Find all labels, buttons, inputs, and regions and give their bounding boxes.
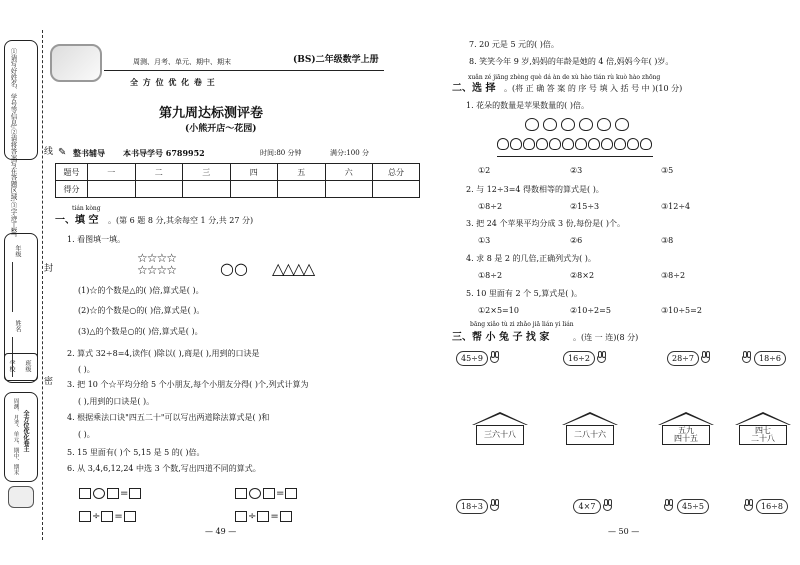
- score-table: [55, 163, 420, 198]
- sec1-note: 。(第 6 题 8 分,其余每空 1 分,共 27 分): [108, 216, 254, 225]
- score-row-label: 得分: [56, 181, 88, 198]
- rabbit-icon: [742, 354, 751, 363]
- divide-sign: ÷: [92, 511, 101, 522]
- fold-seal2-label: 密: [44, 377, 54, 387]
- q4-prompt[interactable]: 4. 根据乘法口诀"四五二十"可以写出两道除法算式是( )和: [67, 413, 270, 422]
- q4-continuation[interactable]: ( )。: [78, 430, 95, 439]
- bunny-expression: 45÷9: [461, 354, 483, 363]
- bunny-bottom-4[interactable]: [756, 499, 788, 514]
- flower-icon: [640, 138, 652, 150]
- sec3-title: 三、帮 小 兔 子 找 家: [452, 332, 550, 343]
- rabbit-icon: [664, 502, 673, 511]
- sec2-q2-prompt[interactable]: 2. 与 12÷3=4 得数相等的算式是( )。: [466, 185, 604, 194]
- rabbit-icon: [603, 502, 612, 511]
- side-brand-line: 周测、月考、单元、期中、期末: [12, 398, 19, 475]
- answer-box[interactable]: [235, 511, 247, 522]
- house-label: [739, 425, 787, 445]
- series-tags: 周测、月考、单元、期中、期末: [133, 58, 231, 66]
- house-roof: [658, 412, 714, 425]
- q8-prompt[interactable]: 8. 笑笑今年 9 岁,妈妈的年龄是她的 4 倍,妈妈今年( )岁。: [469, 57, 674, 66]
- q3-option-2[interactable]: ②6: [570, 236, 583, 245]
- q1-circles: ○○: [220, 259, 248, 278]
- score-header-cell: 六: [325, 164, 373, 181]
- answer-box[interactable]: [235, 488, 247, 499]
- score-input-cell[interactable]: [183, 181, 231, 198]
- house-label-line1: 五九: [678, 426, 694, 435]
- bunny-bottom-3[interactable]: [677, 499, 709, 514]
- q2-continuation[interactable]: ( )。: [78, 365, 95, 374]
- flower-icon: [523, 138, 535, 150]
- house-label-line2: 四十五: [674, 434, 698, 443]
- rabbit-icon: [490, 354, 499, 363]
- house-roof: [562, 412, 618, 425]
- bunny-expression: 18÷6: [759, 354, 781, 363]
- house-1[interactable]: [472, 412, 528, 445]
- sec3-pinyin: bāng xiǎo tù zi zhǎo jiā lián yi lián: [470, 321, 574, 328]
- answer-box[interactable]: [101, 511, 113, 522]
- fold-line: [42, 30, 43, 540]
- answer-box[interactable]: [263, 488, 275, 499]
- bunny-top-2[interactable]: [563, 351, 595, 366]
- score-header-cell: 五: [278, 164, 326, 181]
- q2-prompt[interactable]: 2. 算式 32÷8=4,读作( )除以( ),商是( ),用到的口诀是: [67, 349, 260, 358]
- q1-part2[interactable]: (2)☆的个数是○的( )倍,算式是( )。: [78, 306, 205, 315]
- answer-box[interactable]: [129, 488, 141, 499]
- apple-icon: [543, 118, 557, 131]
- answer-box[interactable]: [285, 488, 297, 499]
- house-3[interactable]: [658, 412, 714, 445]
- q3-option-3[interactable]: ③8: [661, 236, 674, 245]
- house-label: 二八十六: [566, 425, 614, 445]
- sec2-q3-prompt[interactable]: 3. 把 24 个苹果平均分成 3 份,每份是( )个。: [466, 219, 625, 228]
- fold-line-label: 线: [44, 147, 54, 157]
- apple-icon: [597, 118, 611, 131]
- grade-title: (BS)二年级数学上册: [293, 55, 379, 65]
- q6-equation-2[interactable]: [234, 483, 298, 502]
- bunny-top-1[interactable]: [456, 351, 488, 366]
- slogan: 全 方 位 优 化 卷 王: [130, 77, 216, 87]
- sec3-note: 。(连 一 连)(8 分): [573, 333, 639, 342]
- bunny-expression: 4×7: [578, 502, 596, 511]
- sec2-pinyin: xuǎn zé jiāng zhèng què dá àn de xù hào tián rù kuò hào zhōng: [468, 74, 661, 81]
- house-roof: [735, 412, 791, 425]
- fold-seal-label: 封: [44, 264, 54, 274]
- score-header-cell: 总分: [373, 164, 420, 181]
- bunny-expression: 18÷3: [461, 502, 483, 511]
- q5-option-1[interactable]: ①2×5=10: [478, 306, 519, 315]
- operator-circle[interactable]: [93, 488, 105, 499]
- q1-part1[interactable]: (1)☆的个数是△的( )倍,算式是( )。: [78, 286, 204, 295]
- q6-equation-3[interactable]: [78, 506, 137, 525]
- sec2-title: 二、选 择: [452, 83, 496, 94]
- exam-title: 第九周达标测评卷: [159, 106, 264, 121]
- q5-prompt[interactable]: 5. 15 里面有( )个 5,15 是 5 的( )倍。: [67, 448, 205, 457]
- q2-option-2[interactable]: ②15÷3: [570, 202, 600, 211]
- house-2[interactable]: [562, 412, 618, 445]
- answer-box[interactable]: [257, 511, 269, 522]
- side-brand-logo: [8, 486, 34, 508]
- sec2-q4-prompt[interactable]: 4. 求 8 是 2 的几倍,正确列式为( )。: [466, 254, 596, 263]
- operator-circle[interactable]: [249, 488, 261, 499]
- bunny-expression: 16÷8: [761, 502, 783, 511]
- house-roof: [472, 412, 528, 425]
- flowers-row: [497, 138, 657, 160]
- bunny-top-3[interactable]: [667, 351, 699, 366]
- q3-prompt[interactable]: 3. 把 10 个☆平均分给 5 个小朋友,每个小朋友分得( )个,列式计算为: [67, 380, 309, 389]
- q6-equation-4[interactable]: [234, 506, 293, 525]
- house-label: [662, 425, 710, 445]
- q1-stars-row2: ☆☆☆☆: [137, 263, 177, 277]
- q1-triangles: △△△△: [272, 259, 314, 278]
- side-brand-frame: [4, 392, 38, 482]
- equals-sign: =: [270, 511, 279, 522]
- flower-icon: [549, 138, 561, 150]
- side-class-label: 班级: [24, 360, 31, 372]
- rabbit-icon: [744, 502, 753, 511]
- sec1-pinyin: tián kòng: [72, 205, 101, 212]
- sec2-q5-prompt[interactable]: 5. 10 里面有 2 个 5,算式是( )。: [466, 289, 583, 298]
- house-label-line2: 二十八: [751, 434, 775, 443]
- q4-option-3[interactable]: ③8÷2: [661, 271, 686, 280]
- score-input-cell[interactable]: [373, 181, 420, 198]
- house-label-line1: 四七: [755, 426, 771, 435]
- score-input-cell[interactable]: [135, 181, 183, 198]
- tutoring-label: 整书辅导: [73, 148, 105, 158]
- flower-icon: [575, 138, 587, 150]
- rabbit-icon: [490, 502, 499, 511]
- q1-option-1[interactable]: ①2: [478, 166, 491, 175]
- divide-sign: ÷: [248, 511, 257, 522]
- q1-stars-row1: ☆☆☆☆: [137, 251, 177, 265]
- bunny-expression: 28÷7: [672, 354, 694, 363]
- apple-icon: [579, 118, 593, 131]
- page-number-left: — 49 —: [205, 527, 237, 536]
- bunny-expression: 45÷5: [682, 502, 704, 511]
- score-input-cell[interactable]: [325, 181, 373, 198]
- q7-prompt[interactable]: 7. 20 元是 5 元的( )倍。: [469, 40, 559, 49]
- flower-stems: [497, 152, 653, 157]
- answer-box[interactable]: [107, 488, 119, 499]
- q1-option-2[interactable]: ②3: [570, 166, 583, 175]
- side-brand-slogan: 全方位优化卷王: [22, 410, 29, 452]
- side-instructions: ①请写好姓名、学号等信息;②请将答案写在答题区域;③字迹工整。: [9, 48, 18, 241]
- flower-icon: [601, 138, 613, 150]
- rabbit-icon: [701, 354, 710, 363]
- sec2-note: 。(将 正 确 答 案 的 序 号 填 入 括 号 中 )(10 分): [504, 84, 683, 93]
- side-name-label: 姓名: [14, 320, 21, 332]
- sec1-title: 一、填 空: [55, 215, 99, 226]
- q4-option-2[interactable]: ②8×2: [570, 271, 595, 280]
- bunny-bottom-1[interactable]: [456, 499, 488, 514]
- score-header-cell: 题号: [56, 164, 88, 181]
- q5-option-3[interactable]: ③10÷5=2: [661, 306, 702, 315]
- flower-icon: [510, 138, 522, 150]
- brand-logo: [50, 44, 102, 82]
- apple-icon: [561, 118, 575, 131]
- flower-icon: [614, 138, 626, 150]
- flower-icon: [497, 138, 509, 150]
- time-limit: 时间:80 分钟: [260, 149, 302, 157]
- q5-option-2[interactable]: ②10÷2=5: [570, 306, 611, 315]
- bunny-bottom-2[interactable]: [573, 499, 601, 514]
- q1-prompt: 1. 看图填一填。: [67, 235, 126, 244]
- q2-option-1[interactable]: ①8÷2: [478, 202, 503, 211]
- apple-icon: [525, 118, 539, 131]
- house-4[interactable]: [735, 412, 791, 445]
- side-grade-label: 年级: [14, 245, 21, 257]
- rabbit-icon: [597, 354, 606, 363]
- score-header-cell: 四: [230, 164, 278, 181]
- side-grade-line[interactable]: [12, 262, 13, 312]
- side-school-label: 学校: [8, 360, 15, 372]
- score-header-cell: 三: [183, 164, 231, 181]
- bunny-top-4[interactable]: [754, 351, 786, 366]
- answer-box[interactable]: [280, 511, 292, 522]
- q1-option-3[interactable]: ③5: [661, 166, 674, 175]
- equals-sign: =: [120, 488, 129, 499]
- q2-option-3[interactable]: ③12÷4: [661, 202, 691, 211]
- guide-number: 本书导学号 6789952: [123, 148, 205, 158]
- sec2-q1-prompt[interactable]: 1. 花朵的数量是苹果数量的( )倍。: [466, 101, 589, 110]
- q3-option-1[interactable]: ①3: [478, 236, 491, 245]
- q6-prompt: 6. 从 3,4,6,12,24 中选 3 个数,写出四道不同的算式。: [67, 464, 261, 473]
- house-label: 三六十八: [476, 425, 524, 445]
- exam-subtitle: (小熊开店～花园): [185, 124, 257, 134]
- tutoring-pen-icon: ✎: [58, 147, 67, 158]
- header-rule: [104, 70, 384, 71]
- score-header-cell: 二: [135, 164, 183, 181]
- score-input-cell[interactable]: [278, 181, 326, 198]
- flower-icon: [588, 138, 600, 150]
- equals-sign: =: [114, 511, 123, 522]
- answer-box[interactable]: [79, 488, 91, 499]
- page-number-right: — 50 —: [608, 527, 640, 536]
- q4-option-1[interactable]: ①8÷2: [478, 271, 503, 280]
- score-header-cell: 一: [88, 164, 136, 181]
- flower-icon: [562, 138, 574, 150]
- flower-icon: [627, 138, 639, 150]
- q6-equation-1[interactable]: [78, 483, 142, 502]
- apple-icon: [615, 118, 629, 131]
- equals-sign: =: [276, 488, 285, 499]
- flower-icon: [536, 138, 548, 150]
- full-score: 满分:100 分: [330, 149, 369, 157]
- bunny-expression: 16÷2: [568, 354, 590, 363]
- answer-box[interactable]: [124, 511, 136, 522]
- q1-part3[interactable]: (3)△的个数是○的( )倍,算式是( )。: [78, 327, 203, 336]
- score-input-cell[interactable]: [88, 181, 136, 198]
- q3-continuation[interactable]: ( ),用到的口诀是( )。: [78, 397, 155, 406]
- answer-box[interactable]: [79, 511, 91, 522]
- score-input-cell[interactable]: [230, 181, 278, 198]
